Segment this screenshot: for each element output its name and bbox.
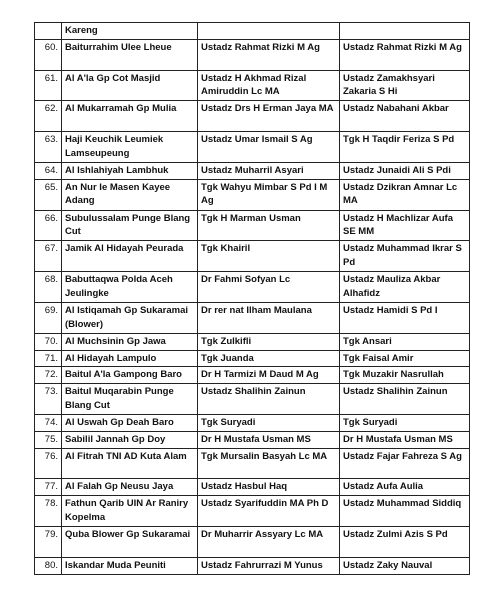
row-number: 71. — [35, 350, 62, 367]
imam-name: Ustadz Dzikran Amnar Lc MA — [340, 179, 470, 210]
row-number: 75. — [35, 431, 62, 448]
table-row — [35, 350, 470, 367]
table-row — [35, 162, 470, 179]
khatib-name: Dr Fahmi Sofyan Lc — [198, 272, 340, 303]
table-row — [35, 39, 470, 70]
imam-name: Tgk H Taqdir Feriza S Pd — [340, 132, 470, 163]
mosque-name: Jamik Al Hidayah Peurada — [62, 241, 198, 272]
mosque-name: Haji Keuchik Leumiek Lamseupeung — [62, 132, 198, 163]
mosque-name: Baitul Muqarabin Punge Blang Cut — [62, 384, 198, 415]
mosque-name: Al Fitrah TNI AD Kuta Alam — [62, 448, 198, 479]
table-row — [35, 557, 470, 574]
imam-name: Tgk Ansari — [340, 333, 470, 350]
khatib-name: Tgk Wahyu Mimbar S Pd I M Ag — [198, 179, 340, 210]
table-row — [35, 302, 470, 333]
imam-name: Ustadz Zamakhsyari Zakaria S Hi — [340, 70, 470, 101]
row-number: 80. — [35, 557, 62, 574]
mosque-name: Al Falah Gp Neusu Jaya — [62, 479, 198, 496]
imam-name: Ustadz Zaky Nauval — [340, 557, 470, 574]
imam-name: Ustadz Rahmat Rizki M Ag — [340, 39, 470, 70]
table-row — [35, 333, 470, 350]
imam-name: Dr H Mustafa Usman MS — [340, 431, 470, 448]
imam-name: Ustadz Mauliza Akbar Alhafidz — [340, 272, 470, 303]
imam-name: Tgk Muzakir Nasrullah — [340, 367, 470, 384]
schedule-rows — [35, 23, 470, 575]
mosque-name: Kareng — [62, 23, 198, 40]
mosque-name: Sabilil Jannah Gp Doy — [62, 431, 198, 448]
row-number: 74. — [35, 414, 62, 431]
mosque-name: An Nur Ie Masen Kayee Adang — [62, 179, 198, 210]
imam-name: Ustadz H Machlizar Aufa SE MM — [340, 210, 470, 241]
imam-name: Ustadz Hamidi S Pd I — [340, 302, 470, 333]
row-number: 68. — [35, 272, 62, 303]
row-number: 72. — [35, 367, 62, 384]
mosque-name: Al Hidayah Lampulo — [62, 350, 198, 367]
table-row — [35, 272, 470, 303]
khatib-name: Tgk Zulkifli — [198, 333, 340, 350]
imam-name: Ustadz Shalihin Zainun — [340, 384, 470, 415]
mosque-name: Subulussalam Punge Blang Cut — [62, 210, 198, 241]
row-number: 69. — [35, 302, 62, 333]
table-row — [35, 479, 470, 496]
khatib-name: Dr rer nat Ilham Maulana — [198, 302, 340, 333]
khatib-name: Ustadz H Akhmad Rizal Amiruddin Lc MA — [198, 70, 340, 101]
row-number: 78. — [35, 496, 62, 527]
table-row — [35, 101, 470, 132]
table-row — [35, 496, 470, 527]
imam-name: Ustadz Aufa Aulia — [340, 479, 470, 496]
imam-name: Ustadz Muhammad Ikrar S Pd — [340, 241, 470, 272]
row-number: 77. — [35, 479, 62, 496]
table-row — [35, 384, 470, 415]
table-row — [35, 132, 470, 163]
row-number — [35, 23, 62, 40]
mosque-name: Al Ishlahiyah Lambhuk — [62, 162, 198, 179]
mosque-name: Baiturrahim Ulee Lheue — [62, 39, 198, 70]
imam-name: Ustadz Fajar Fahreza S Ag — [340, 448, 470, 479]
khatib-name: Ustadz Muharril Asyari — [198, 162, 340, 179]
khatib-name: Tgk Khairil — [198, 241, 340, 272]
row-number: 76. — [35, 448, 62, 479]
row-number: 64. — [35, 162, 62, 179]
row-number: 79. — [35, 526, 62, 557]
imam-name: Ustadz Zulmi Azis S Pd — [340, 526, 470, 557]
row-number: 73. — [35, 384, 62, 415]
table-row — [35, 70, 470, 101]
row-number: 66. — [35, 210, 62, 241]
table-row — [35, 179, 470, 210]
mosque-name: Al Mukarramah Gp Mulia — [62, 101, 198, 132]
row-number: 61. — [35, 70, 62, 101]
khatib-name: Ustadz Shalihin Zainun — [198, 384, 340, 415]
row-number: 65. — [35, 179, 62, 210]
mosque-name: Al Muchsinin Gp Jawa — [62, 333, 198, 350]
mosque-name: Baitul A'la Gampong Baro — [62, 367, 198, 384]
imam-name: Tgk Faisal Amir — [340, 350, 470, 367]
mosque-name: Al A'la Gp Cot Masjid — [62, 70, 198, 101]
table-row — [35, 448, 470, 479]
row-number: 63. — [35, 132, 62, 163]
khatib-name: Ustadz Rahmat Rizki M Ag — [198, 39, 340, 70]
khatib-name: Dr Muharrir Assyary Lc MA — [198, 526, 340, 557]
imam-name — [340, 23, 470, 40]
mosque-name: Al Uswah Gp Deah Baro — [62, 414, 198, 431]
row-number: 60. — [35, 39, 62, 70]
row-number: 62. — [35, 101, 62, 132]
khatib-name: Ustadz Hasbul Haq — [198, 479, 340, 496]
khatib-name: Ustadz Umar Ismail S Ag — [198, 132, 340, 163]
row-number: 70. — [35, 333, 62, 350]
khatib-name: Tgk Suryadi — [198, 414, 340, 431]
table-row — [35, 241, 470, 272]
khatib-name: Tgk Juanda — [198, 350, 340, 367]
table-row — [35, 526, 470, 557]
khatib-name: Tgk Mursalin Basyah Lc MA — [198, 448, 340, 479]
mosque-schedule-table — [34, 22, 470, 575]
mosque-name: Fathun Qarib UIN Ar Raniry Kopelma — [62, 496, 198, 527]
table-row — [35, 367, 470, 384]
khatib-name: Ustadz Syarifuddin MA Ph D — [198, 496, 340, 527]
table-row — [35, 431, 470, 448]
table-row — [35, 414, 470, 431]
row-number: 67. — [35, 241, 62, 272]
table-row — [35, 210, 470, 241]
mosque-name: Babuttaqwa Polda Aceh Jeulingke — [62, 272, 198, 303]
khatib-name: Dr H Tarmizi M Daud M Ag — [198, 367, 340, 384]
mosque-name: Al Istiqamah Gp Sukaramai (Blower) — [62, 302, 198, 333]
khatib-name: Ustadz Fahrurrazi M Yunus — [198, 557, 340, 574]
imam-name: Ustadz Nabahani Akbar — [340, 101, 470, 132]
mosque-name: Iskandar Muda Peuniti — [62, 557, 198, 574]
imam-name: Ustadz Junaidi Ali S Pdi — [340, 162, 470, 179]
khatib-name: Ustadz Drs H Erman Jaya MA — [198, 101, 340, 132]
khatib-name: Dr H Mustafa Usman MS — [198, 431, 340, 448]
table-row — [35, 23, 470, 40]
imam-name: Ustadz Muhammad Siddiq — [340, 496, 470, 527]
imam-name: Tgk Suryadi — [340, 414, 470, 431]
mosque-name: Quba Blower Gp Sukaramai — [62, 526, 198, 557]
khatib-name — [198, 23, 340, 40]
khatib-name: Tgk H Marman Usman — [198, 210, 340, 241]
